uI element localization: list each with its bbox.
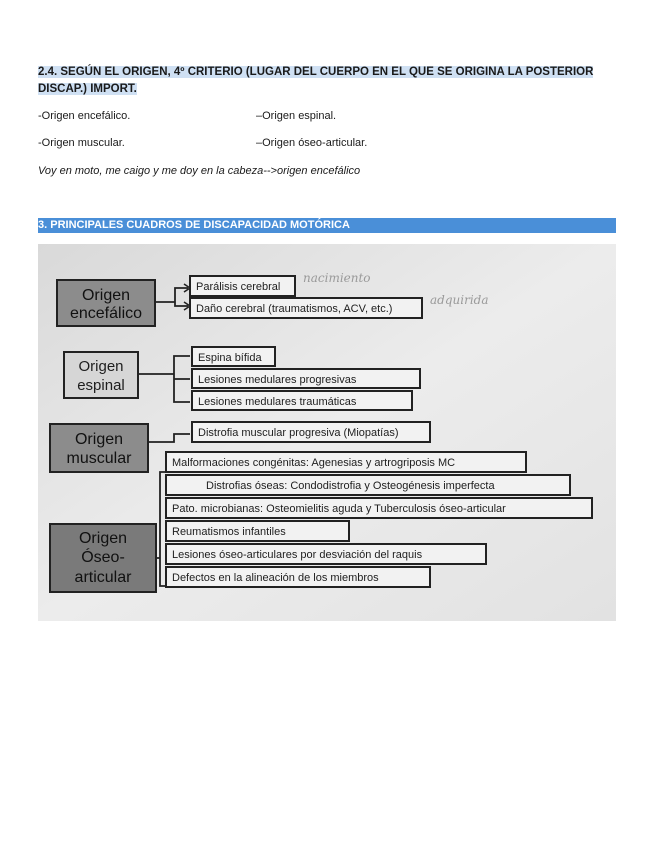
- diagram-photo: [38, 244, 616, 621]
- diagram-item: Reumatismos infantiles: [172, 526, 286, 538]
- origin-item: –Origen óseo-articular.: [256, 137, 368, 149]
- diagram-item: Lesiones medulares traumáticas: [198, 396, 357, 408]
- diagram-item: Distrofia muscular progresiva (Miopatías): [198, 427, 399, 439]
- handwritten-note: adquirida: [430, 293, 489, 307]
- example-text: Voy en moto, me caigo y me doy en la cabeza-->origen encefálico: [38, 165, 361, 177]
- diagram-item: Espina bífida: [198, 352, 262, 364]
- diagram-item: Malformaciones congénitas: Agenesias y artrogriposis MC: [172, 457, 456, 469]
- diagram-item: Lesiones medulares progresivas: [198, 374, 357, 386]
- diagram-item: Defectos en la alineación de los miembros: [172, 572, 379, 584]
- group-title-line: encefálico: [69, 305, 143, 322]
- group-title-line: Origen: [81, 287, 131, 304]
- group-title-line: espinal: [77, 377, 125, 394]
- origins-list: [38, 110, 598, 164]
- group-title-line: Origen: [78, 358, 124, 375]
- group-title-line: muscular: [66, 450, 132, 467]
- origin-item: -Origen muscular.: [38, 137, 125, 149]
- origins-row: [38, 137, 598, 164]
- group-title-line: Óseo-: [81, 549, 125, 566]
- handwritten-note: nacimiento: [303, 271, 371, 285]
- group-title-line: articular: [74, 569, 132, 586]
- diagram-item: Daño cerebral (traumatismos, ACV, etc.): [196, 303, 393, 315]
- diagram-item: Lesiones óseo-articulares por desviación del raquis: [172, 549, 423, 561]
- origin-item: –Origen espinal.: [256, 110, 337, 122]
- diagram-item: Distrofias óseas: Condodistrofia y Osteogénesis imperfecta: [206, 480, 495, 492]
- heading-line-1: 2.4. SEGÚN EL ORIGEN, 4º CRITERIO (LUGAR DEL CUERPO EN EL QUE SE ORIGINA LA POSTERIOR: [38, 66, 594, 78]
- diagram-item: Pato. microbianas: Osteomielitis aguda y Tuberculosis óseo-articular: [172, 503, 506, 515]
- section-3-heading: 3. PRINCIPALES CUADROS DE DISCAPACIDAD MOTÓRICA: [38, 218, 616, 233]
- group-title-line: Origen: [74, 431, 124, 448]
- origins-row: [38, 110, 598, 137]
- group-title-line: Origen: [78, 530, 128, 547]
- heading-line-2: DISCAP.) IMPORT.: [38, 83, 137, 95]
- origin-item: -Origen encefálico.: [38, 110, 131, 122]
- section-2-4-heading: [38, 64, 618, 98]
- diagram-item: Parálisis cerebral: [196, 281, 281, 293]
